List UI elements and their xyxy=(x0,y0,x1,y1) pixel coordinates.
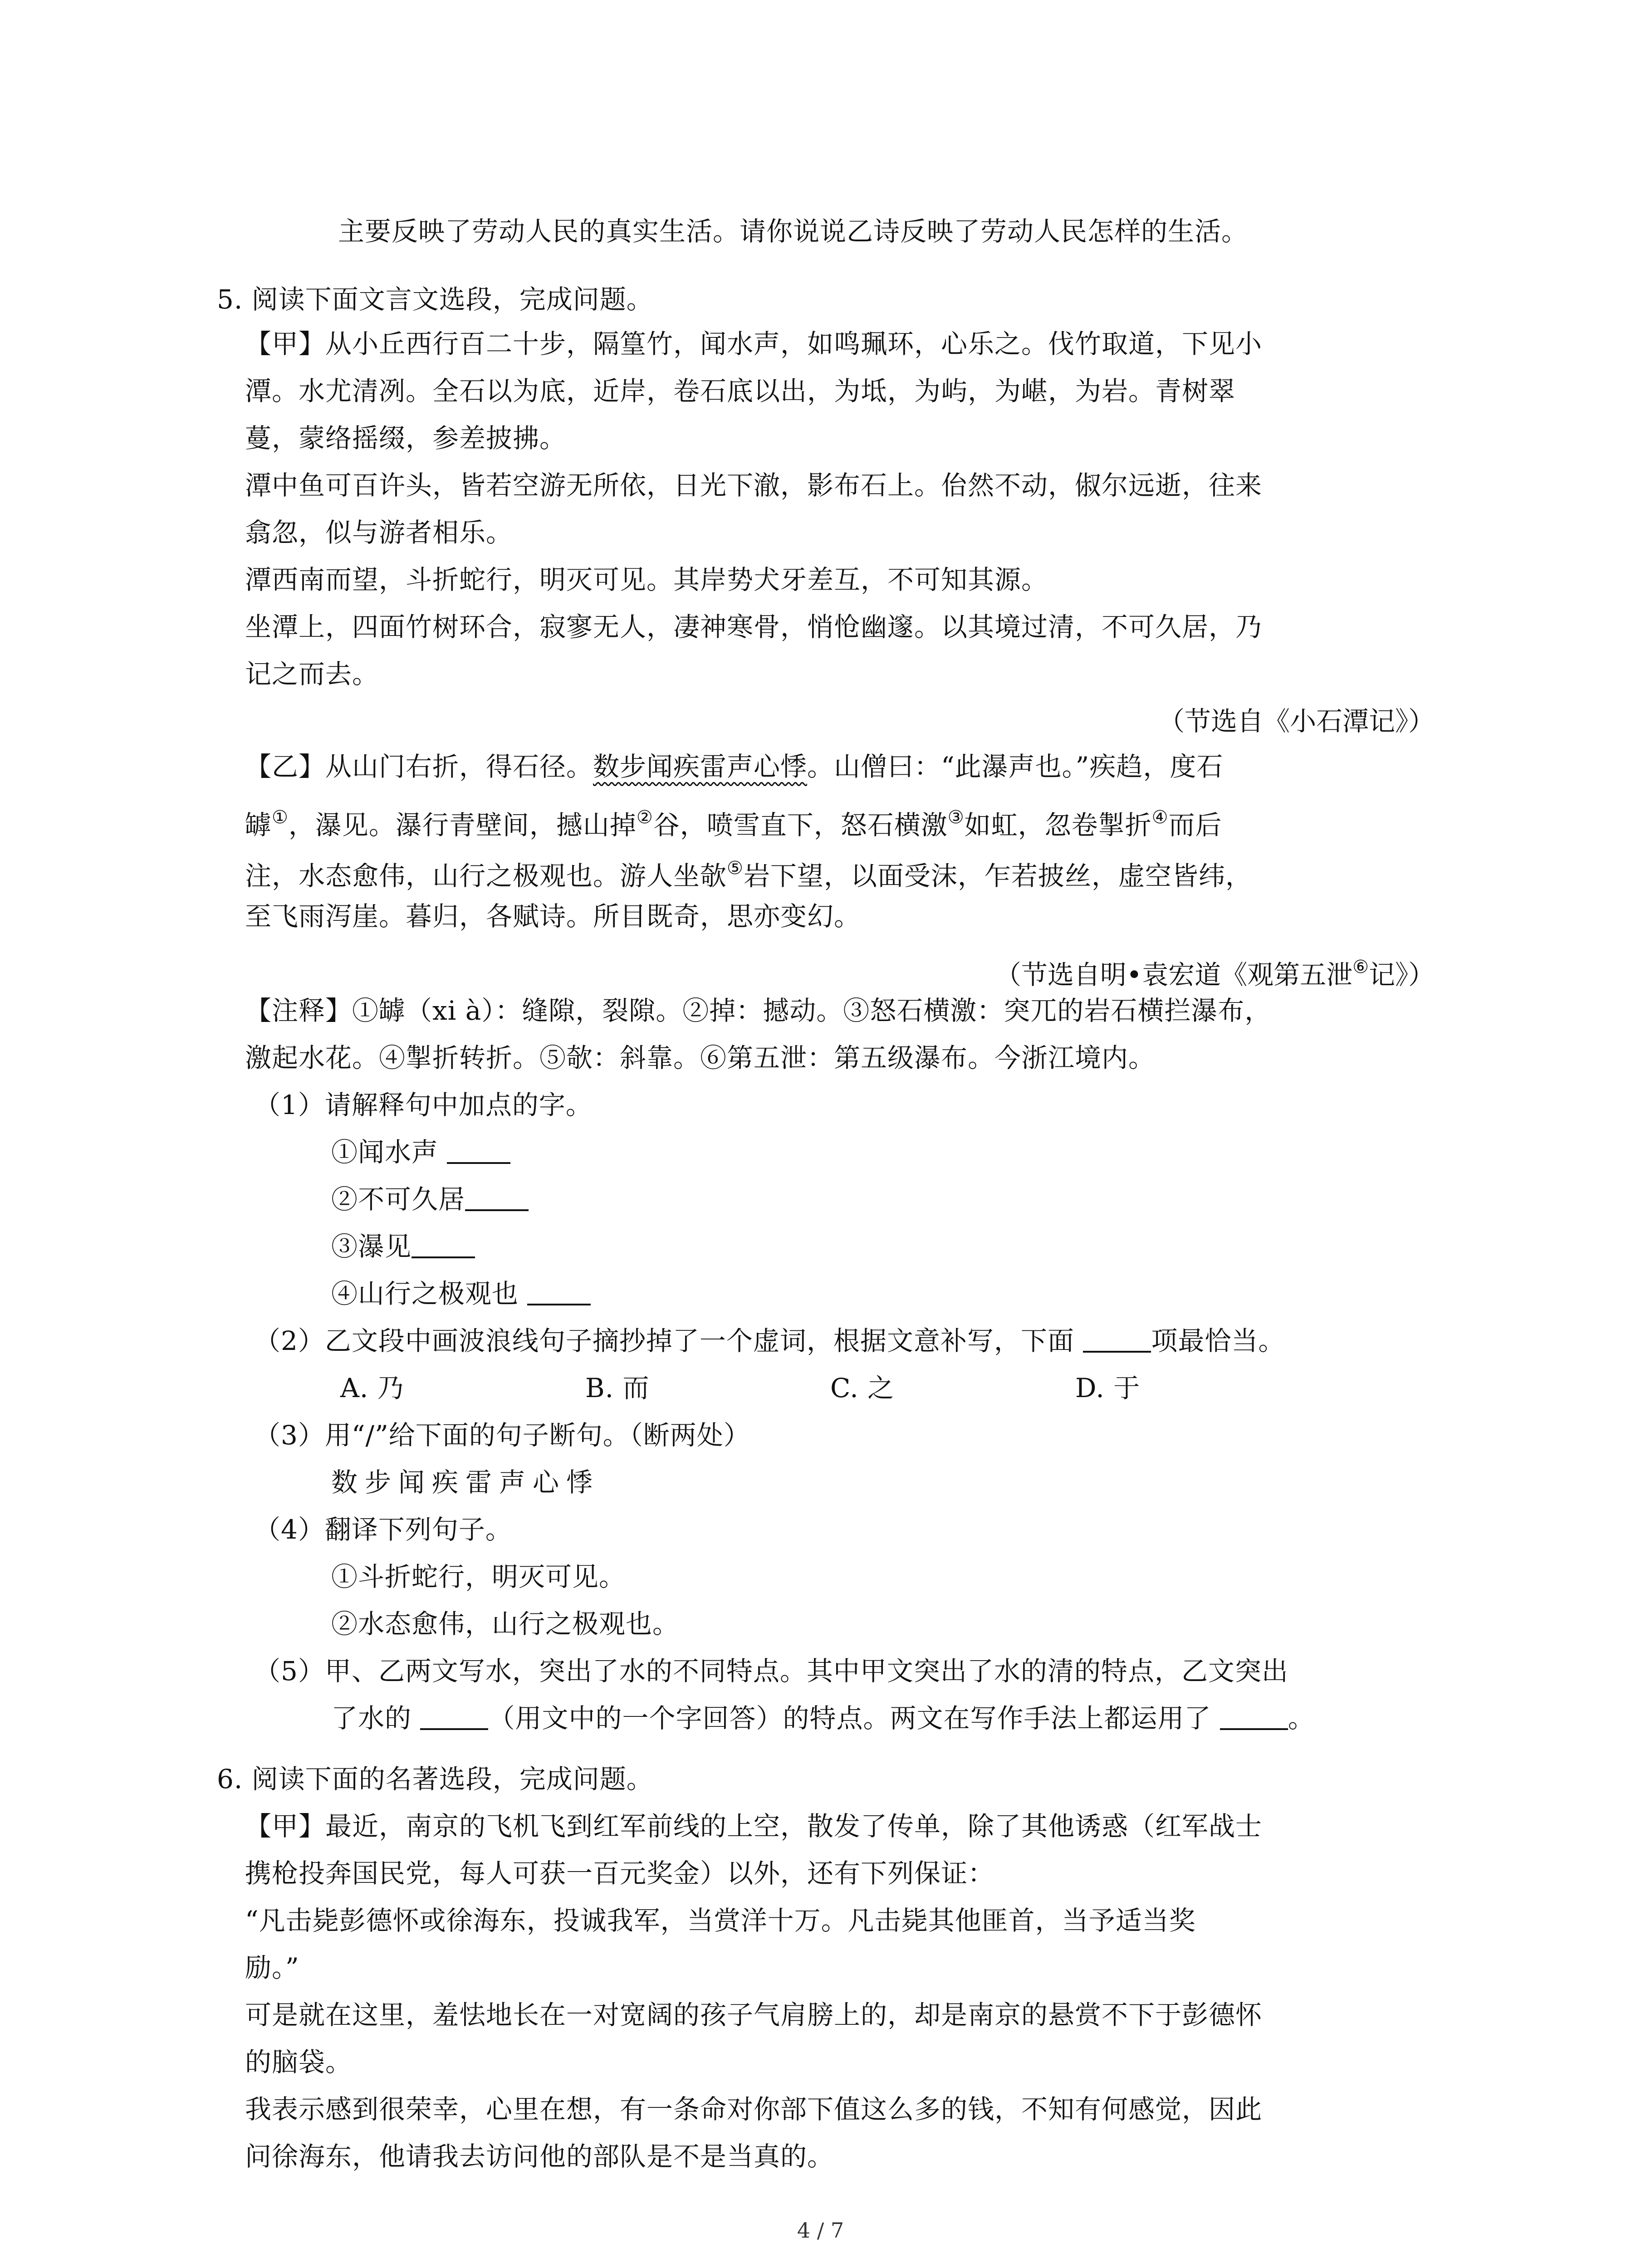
sub-question-1: （1）请解释句中加点的字。 xyxy=(254,1090,593,1120)
sub-question-1-item xyxy=(331,1181,529,1217)
translate-item: ②水态愈伟，山行之极观也。 xyxy=(331,1608,680,1639)
annotation-line: 激起水花。④掣折转折。⑤欹：斜靠。⑥第五泄：第五级瀑布。今浙江境内。 xyxy=(245,1042,1156,1073)
question-text: 了水的 xyxy=(331,1703,412,1734)
passage-b-text: 罅 xyxy=(245,810,272,841)
passage-b-text: 。山僧曰：“此瀑声也。”疾趋，度石 xyxy=(807,751,1224,782)
passage-a-line: 坐潭上，四面竹树环合，寂寥无人，凄神寒骨，悄怆幽邃。以其境过清，不可久居，乃 xyxy=(245,611,1263,642)
answer-blank[interactable] xyxy=(411,1231,475,1258)
sub-question-1-item xyxy=(331,1276,591,1312)
passage-a-source: （节选自《小石潭记》） xyxy=(1158,706,1435,737)
question-text: 项最恰当。 xyxy=(1151,1325,1285,1356)
sub-question-3: （3）用“/”给下面的句子断句。（断两处） xyxy=(254,1420,750,1451)
sentence-to-segment: 数步闻疾雷声心悸 xyxy=(331,1467,600,1498)
page-number: 4 / 7 xyxy=(797,2218,844,2243)
passage-b-text: 谷，喷雪直下，怒石横激 xyxy=(653,810,948,841)
passage-c-line: 励。” xyxy=(245,1952,299,1983)
source-text: （节选自明•袁宏道《观第五泄 xyxy=(994,959,1353,990)
sub-question-2 xyxy=(254,1323,1285,1359)
answer-blank[interactable] xyxy=(527,1278,591,1305)
passage-b-text: 注，水态愈伟，山行之极观也。游人坐欹 xyxy=(245,860,727,891)
wavy-underlined-sentence: 数步闻疾雷声心悸 xyxy=(593,751,808,782)
passage-c-line: 携枪投奔国民党，每人可获一百元奖金）以外，还有下列保证： xyxy=(245,1858,995,1889)
sub-question-5-cont xyxy=(331,1700,1315,1736)
passage-b-line: 至飞雨泻崖。暮归，各赋诗。所目既奇，思亦变幻。 xyxy=(245,901,861,932)
sub-question-1-item xyxy=(331,1228,475,1265)
answer-blank[interactable] xyxy=(1083,1325,1151,1353)
passage-c-line: “凡击毙彭德怀或徐海东，投诚我军，当赏洋十万。凡击毙其他匪首，当予适当奖 xyxy=(245,1905,1196,1936)
footnote-marker: ④ xyxy=(1151,807,1169,828)
question-6-title: 6. 阅读下面的名著选段，完成问题。 xyxy=(217,1764,653,1794)
passage-b-text: 【乙】从山门右折，得石径。 xyxy=(245,751,593,782)
passage-a-line: 潭中鱼可百许头，皆若空游无所依，日光下澈，影布石上。佁然不动，俶尔远逝，往来 xyxy=(245,470,1263,501)
answer-blank[interactable] xyxy=(420,1703,488,1730)
option-a[interactable]: A. 乃 xyxy=(340,1373,404,1403)
passage-b-text: 如虹，忽卷掣折 xyxy=(964,810,1152,841)
footnote-marker: ⑥ xyxy=(1352,957,1369,978)
passage-a-line: 翕忽，似与游者相乐。 xyxy=(245,517,513,548)
passage-c-line: 可是就在这里，羞怯地长在一对宽阔的孩子气肩膀上的，却是南京的悬赏不下于彭德怀 xyxy=(245,1999,1263,2030)
passage-a-line: 记之而去。 xyxy=(245,659,379,689)
option-c[interactable]: C. 之 xyxy=(830,1373,895,1403)
sub-question-4: （4）翻译下列句子。 xyxy=(254,1514,512,1545)
passage-b-line xyxy=(245,748,1223,785)
footnote-marker: ① xyxy=(272,807,289,828)
passage-b-text: 而后 xyxy=(1168,810,1222,841)
question-text: （2）乙文段中画波浪线句子摘抄掉了一个虚词，根据文意补写，下面 xyxy=(254,1325,1074,1356)
annotation-line: 【注释】①罅（xi à）：缝隙，裂隙。②掉：撼动。③怒石横激：突兀的岩石横拦瀑布， xyxy=(245,995,1272,1026)
item-text: ①闻水声 xyxy=(331,1137,439,1168)
passage-c-line: 问徐海东，他请我去访问他的部队是不是当真的。 xyxy=(245,2141,834,2172)
answer-blank[interactable] xyxy=(465,1184,529,1211)
question-text: （用文中的一个字回答）的特点。两文在写作手法上都运用了 xyxy=(488,1703,1211,1734)
choice-options xyxy=(340,1370,1320,1406)
footnote-marker: ② xyxy=(636,807,653,828)
passage-a-line: 蔓，蒙络摇缀，参差披拂。 xyxy=(245,423,567,454)
option-b[interactable]: B. 而 xyxy=(585,1373,650,1403)
option-d[interactable]: D. 于 xyxy=(1075,1373,1141,1403)
item-text: ②不可久居 xyxy=(331,1184,465,1215)
footnote-marker: ⑤ xyxy=(727,858,744,879)
passage-b-source xyxy=(995,949,1435,993)
passage-b-text: ，瀑见。瀑行青壁间，撼山掉 xyxy=(288,810,637,841)
passage-b-line xyxy=(245,850,1252,894)
passage-c-line: 我表示感到很荣幸，心里在想，有一条命对你部下值这么多的钱，不知有何感觉，因此 xyxy=(245,2094,1263,2125)
prev-question-tail: 主要反映了劳动人民的真实生活。请你说说乙诗反映了劳动人民怎样的生活。 xyxy=(338,216,1249,247)
answer-blank[interactable] xyxy=(1220,1703,1288,1730)
passage-a-line: 【甲】从小丘西行百二十步，隔篁竹，闻水声，如鸣珮环，心乐之。伐竹取道，下见小 xyxy=(245,328,1263,359)
passage-b-text: 岩下望，以面受沫，乍若披丝，虚空皆纬， xyxy=(743,860,1252,891)
item-text: ③瀑见 xyxy=(331,1231,412,1262)
passage-c-line: 的脑袋。 xyxy=(245,2047,353,2077)
question-5-title: 5. 阅读下面文言文选段，完成问题。 xyxy=(217,284,653,315)
item-text: ④山行之极观也 xyxy=(331,1278,519,1309)
sub-question-1-item xyxy=(331,1134,510,1170)
passage-c-line: 【甲】最近，南京的飞机飞到红军前线的上空，散发了传单，除了其他诱惑（红军战士 xyxy=(245,1811,1263,1842)
answer-blank[interactable] xyxy=(447,1137,510,1164)
passage-a-line: 潭西南而望，斗折蛇行，明灭可见。其岸势犬牙差互，不可知其源。 xyxy=(245,564,1048,595)
question-text: 。 xyxy=(1288,1703,1315,1734)
footnote-marker: ③ xyxy=(947,807,965,828)
passage-a-line: 潭。水尤清冽。全石以为底，近岸，卷石底以出，为坻，为屿，为嵁，为岩。青树翠 xyxy=(245,376,1236,406)
passage-b-line xyxy=(245,799,1222,843)
sub-question-5: （5）甲、乙两文写水，突出了水的不同特点。其中甲文突出了水的清的特点，乙文突出 xyxy=(254,1656,1288,1686)
source-text: 记》） xyxy=(1368,959,1435,990)
translate-item: ①斗折蛇行，明灭可见。 xyxy=(331,1561,626,1592)
